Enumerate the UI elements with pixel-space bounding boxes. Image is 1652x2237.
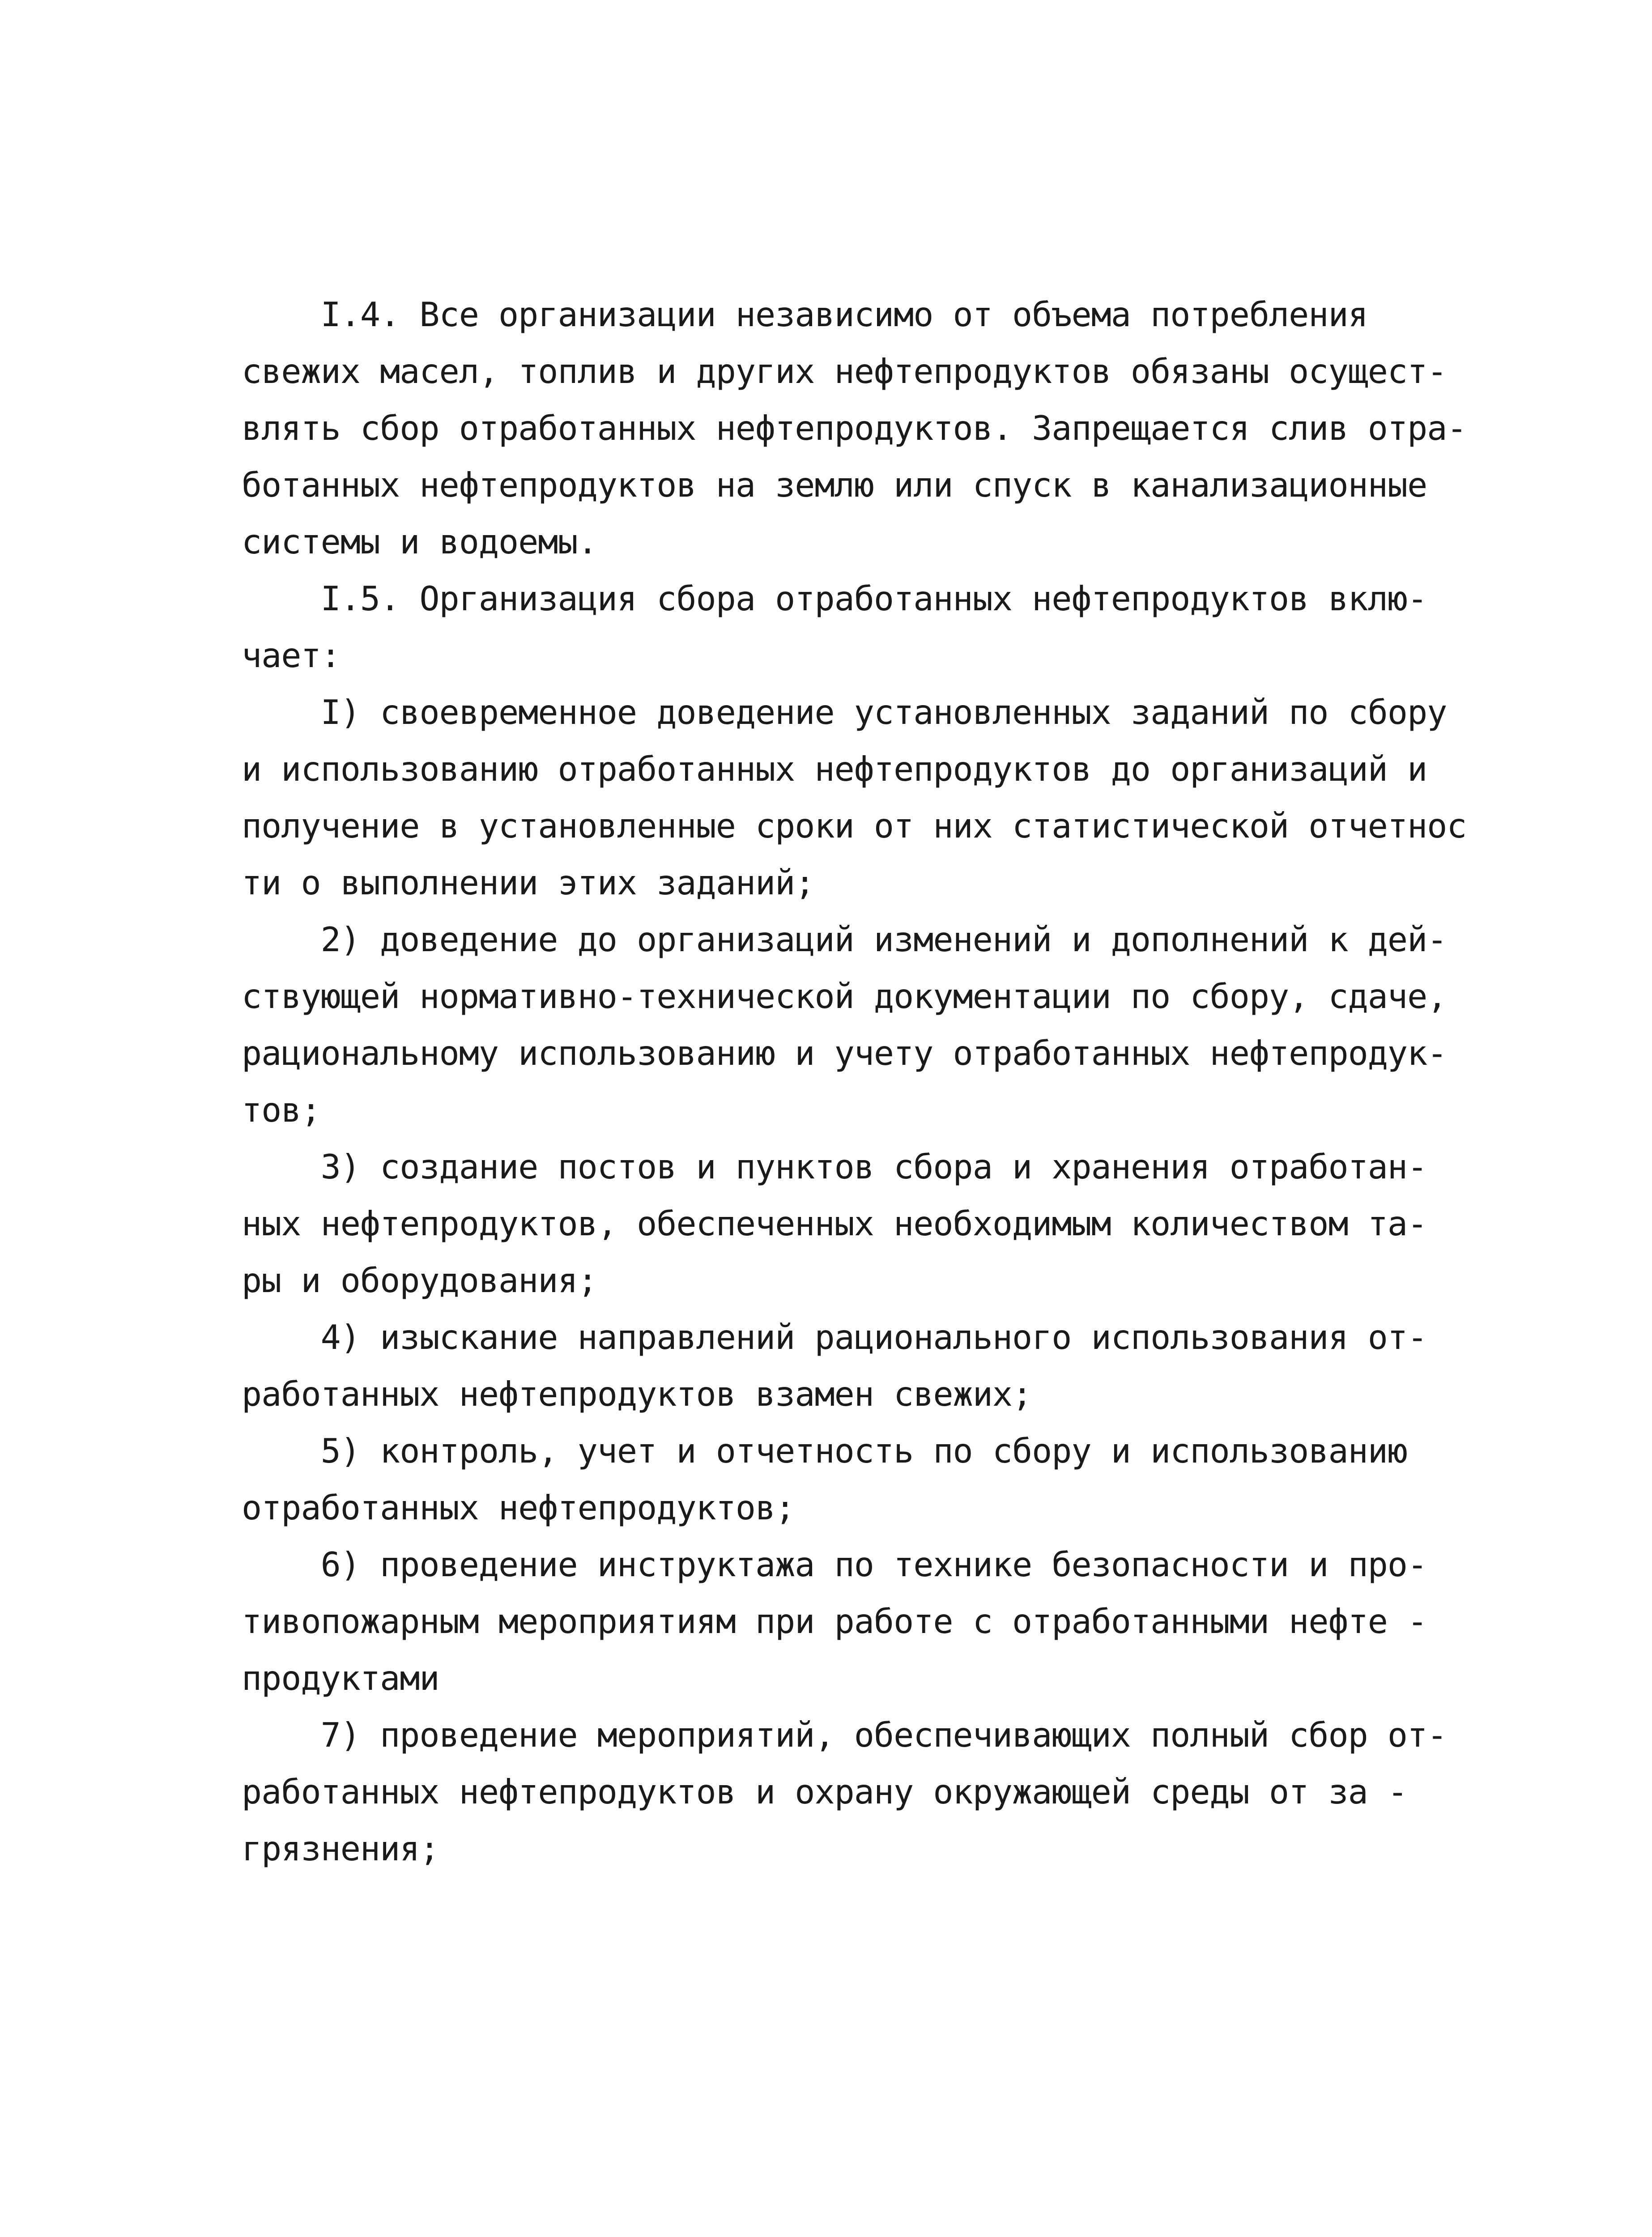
item-1-line-2: и использованию отработанных нефтепродуктов до организаций и — [242, 749, 1427, 789]
paragraph-1-4-line-4: ботанных нефтепродуктов на землю или спуск в канализационные — [242, 465, 1427, 505]
item-4-line-2: работанных нефтепродуктов взамен свежих; — [242, 1374, 1032, 1414]
paragraph-1-4-line-5: системы и водоемы. — [242, 522, 597, 561]
item-2-line-3: рациональному использованию и учету отработанных нефтепродук- — [242, 1033, 1447, 1073]
item-6-line-1: 6) проведение инструктажа по технике безопасности и про- — [242, 1545, 1427, 1584]
item-3-line-1: 3) создание постов и пунктов сбора и хранения отработан- — [242, 1147, 1427, 1187]
item-7-line-3: грязнения; — [242, 1829, 439, 1868]
document-text — [242, 286, 1467, 1877]
paragraph-1-4-line-2: свежих масел, топлив и других нефтепродуктов обязаны осущест- — [242, 352, 1447, 391]
item-2-line-2: ствующей нормативно-технической документации по сбору, сдаче, — [242, 977, 1447, 1016]
item-1-line-3: получение в установленные сроки от них статистической отчетнос — [242, 806, 1467, 846]
paragraph-1-5-line-2: чает: — [242, 636, 341, 675]
item-3-line-3: ры и оборудования; — [242, 1261, 597, 1300]
item-1-line-4: ти о выполнении этих заданий; — [242, 863, 815, 902]
item-6-line-3: продуктами — [242, 1659, 439, 1698]
item-6-line-2: тивопожарным мероприятиям при работе с отработанными нефте - — [242, 1602, 1427, 1641]
item-4-line-1: 4) изыскание направлений рационального использования от- — [242, 1318, 1427, 1357]
paragraph-1-4-line-1: I.4. Все организации независимо от объема потребления — [242, 295, 1368, 334]
item-2-line-1: 2) доведение до организаций изменений и дополнений к дей- — [242, 920, 1447, 959]
item-5-line-1: 5) контроль, учет и отчетность по сбору и использованию — [242, 1431, 1408, 1471]
item-7-line-2: работанных нефтепродуктов и охрану окружающей среды от за - — [242, 1772, 1408, 1812]
item-5-line-2: отработанных нефтепродуктов; — [242, 1488, 795, 1527]
paragraph-1-4-line-3: влять сбор отработанных нефтепродуктов. Запрещается слив отра- — [242, 408, 1467, 448]
item-2-line-4: тов; — [242, 1090, 321, 1130]
item-1-line-1: I) своевременное доведение установленных заданий по сбору — [242, 693, 1447, 732]
item-7-line-1: 7) проведение мероприятий, обеспечивающих полный сбор от- — [242, 1715, 1447, 1755]
paragraph-1-5-line-1: I.5. Организация сбора отработанных нефтепродуктов вклю- — [242, 579, 1427, 618]
item-3-line-2: ных нефтепродуктов, обеспеченных необходимым количеством та- — [242, 1204, 1427, 1243]
